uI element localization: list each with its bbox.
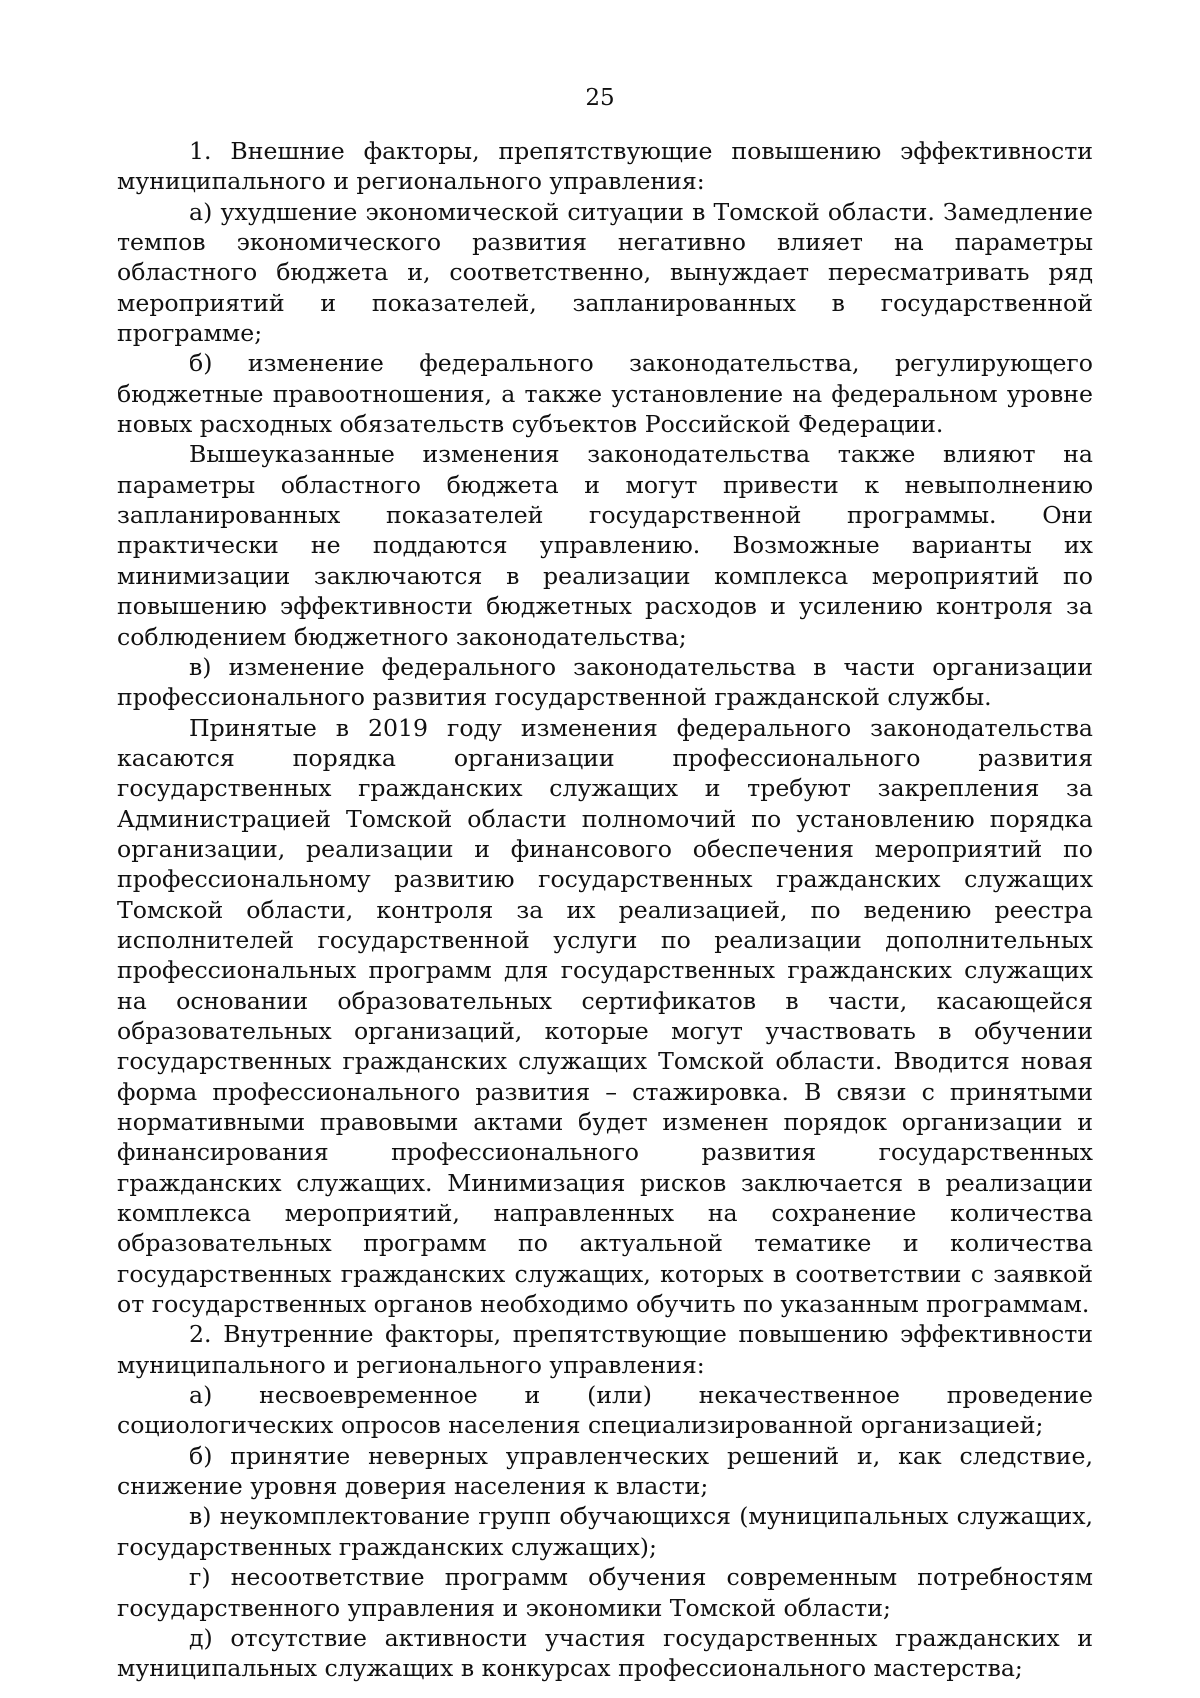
paragraph-item-v-civil-service: в) изменение федерального законодательства в части организации профессионального развития государственной гражданской службы. <box>117 652 1093 712</box>
paragraph-legislation-impact: Вышеуказанные изменения законодательства также влияют на параметры областного бюджета и могут привести к невыполнению запланированных показателей государственной программы. Они практически не поддаются управлению. Возможные варианты их минимизации заключаются в реализации комплекса мероприятий по повышению эффективности бюджетных расходов и усилению контроля за соблюдением бюджетного законодательства; <box>117 440 1093 651</box>
paragraph-item-a-economic-situation: а) ухудшение экономической ситуации в Томской области. Замедление темпов экономического развития негативно влияет на параметры областного бюджета и, соответственно, вынуждает пересматривать ряд мероприятий и показателей, запланированных в государственной программе; <box>117 197 1093 348</box>
paragraph-internal-item-v: в) неукомплектование групп обучающихся (муниципальных служащих, государственных гражданских служащих); <box>117 1502 1093 1561</box>
paragraph-internal-item-b: б) принятие неверных управленческих решений и, как следствие, снижение уровня доверия населения к власти; <box>117 1441 1093 1501</box>
paragraph-2019-changes: Принятые в 2019 году изменения федерального законодательства касаются порядка организации профессионального развития государственных гражданских служащих и требуют закрепления за Администрацией Томской области полномочий по установлению порядка организации, реализации и финансового обеспечения мероприятий по профессиональному развитию государственных гражданских служащих Томской области, контроля за их реализацией, по ведению реестра исполнителей государственной услуги по реализации дополнительных профессиональных программ для государственных гражданских служащих на основании образовательных сертификатов в части, касающейся образовательных организаций, которые могут участвовать в обучении государственных гражданских служащих Томской области. Вводится новая форма профессионального развития – стажировка. В связи с принятыми нормативными правовыми актами будет изменен порядок организации и финансирования профессионального развития государственных гражданских служащих. Минимизация рисков заключается в реализации комплекса мероприятий, направленных на сохранение количества образовательных программ по актуальной тематике и количества государственных гражданских служащих, которых в соответствии с заявкой от государственных органов необходимо обучить по указанным программам. <box>117 713 1093 1319</box>
document-body <box>117 136 1093 1684</box>
paragraph-external-factors-heading: 1. Внешние факторы, препятствующие повышению эффективности муниципального и регионального управления: <box>117 137 1093 196</box>
paragraph-internal-item-g: г) несоответствие программ обучения современным потребностям государственного управления и экономики Томской области; <box>117 1563 1093 1622</box>
paragraph-item-b-federal-legislation: б) изменение федерального законодательства, регулирующего бюджетные правоотношения, а также установление на федеральном уровне новых расходных обязательств субъектов Российской Федерации. <box>117 349 1093 439</box>
paragraph-internal-factors-heading: 2. Внутренние факторы, препятствующие повышению эффективности муниципального и регионального управления: <box>117 1320 1093 1379</box>
page-number: 25 <box>585 85 615 111</box>
paragraph-internal-item-d: д) отсутствие активности участия государственных гражданских и муниципальных служащих в конкурсах профессионального мастерства; <box>117 1623 1093 1683</box>
paragraph-internal-item-a: а) несвоевременное и (или) некачественное проведение социологических опросов населения специализированной организацией; <box>117 1381 1093 1440</box>
